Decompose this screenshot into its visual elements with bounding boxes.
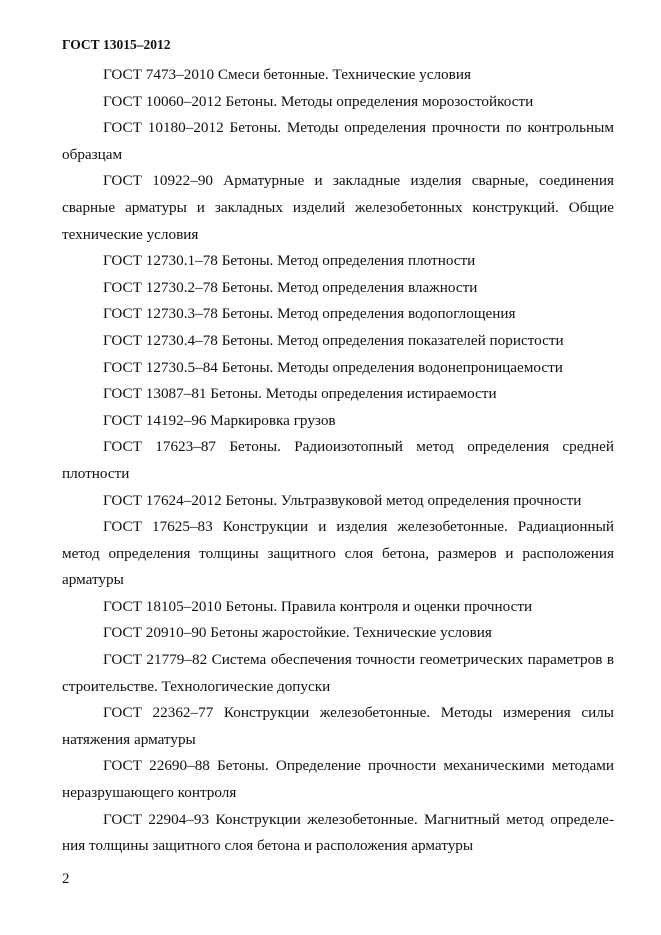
reference-item: ГОСТ 12730.5–84 Бетоны. Методы определения водонепроницаемости bbox=[103, 358, 563, 376]
reference-item: ГОСТ 10180–2012 Бетоны. Методы определения прочности по контрольным образцам bbox=[62, 119, 614, 163]
reference-item: ГОСТ 12730.2–78 Бетоны. Метод определения влажности bbox=[103, 278, 478, 296]
reference-item: ГОСТ 18105–2010 Бетоны. Правила контроля и оценки прочности bbox=[103, 597, 533, 615]
reference-item: ГОСТ 13087–81 Бетоны. Методы определения истираемости bbox=[103, 385, 497, 403]
document-header: ГОСТ 13015–2012 bbox=[62, 37, 171, 52]
reference-item: ГОСТ 22362–77 Конструкции железобетонные. Методы измерения силы натяжения арматуры bbox=[62, 704, 614, 748]
reference-item: ГОСТ 22904–93 Конструкции железобетонные. Магнитный метод определения толщины защитного слоя бетона и расположения арматуры bbox=[62, 810, 614, 855]
reference-item: ГОСТ 14192–96 Маркировка грузов bbox=[103, 411, 336, 429]
reference-item: ГОСТ 21779–82 Система обеспечения точности геометрических параметров в строительстве. Технологические допуски bbox=[62, 651, 614, 695]
reference-list bbox=[62, 62, 614, 860]
document-page bbox=[62, 36, 614, 860]
reference-item: ГОСТ 12730.3–78 Бетоны. Метод определения водопоглощения bbox=[103, 305, 516, 323]
reference-item: ГОСТ 7473–2010 Смеси бетонные. Технические условия bbox=[103, 66, 471, 83]
reference-item: ГОСТ 20910–90 Бетоны жаростойкие. Технические условия bbox=[103, 624, 492, 642]
reference-item: ГОСТ 10060–2012 Бетоны. Методы определения морозостойкости bbox=[103, 92, 534, 110]
reference-item: ГОСТ 17625–83 Конструкции и изделия железобетонные. Радиационный метод определения толщины защитного слоя бетона, размеров и расположения арматуры bbox=[62, 518, 614, 589]
reference-item: ГОСТ 17624–2012 Бетоны. Ультразвуковой метод определения прочности bbox=[103, 491, 582, 509]
reference-item: ГОСТ 12730.4–78 Бетоны. Метод определения показателей пористости bbox=[103, 331, 564, 349]
reference-item: ГОСТ 12730.1–78 Бетоны. Метод определения плотности bbox=[103, 252, 476, 270]
reference-item: ГОСТ 22690–88 Бетоны. Определение прочности механическими методами неразрушающего контроля bbox=[62, 757, 614, 802]
reference-item: ГОСТ 17623–87 Бетоны. Радиоизотопный метод определения средней плотности bbox=[62, 438, 614, 482]
page-number: 2 bbox=[62, 871, 70, 887]
reference-item: ГОСТ 10922–90 Арматурные и закладные изделия сварные, соединения сварные арматуры и закладных изделий железобетонных конструкций. Общие технические условия bbox=[62, 172, 614, 243]
